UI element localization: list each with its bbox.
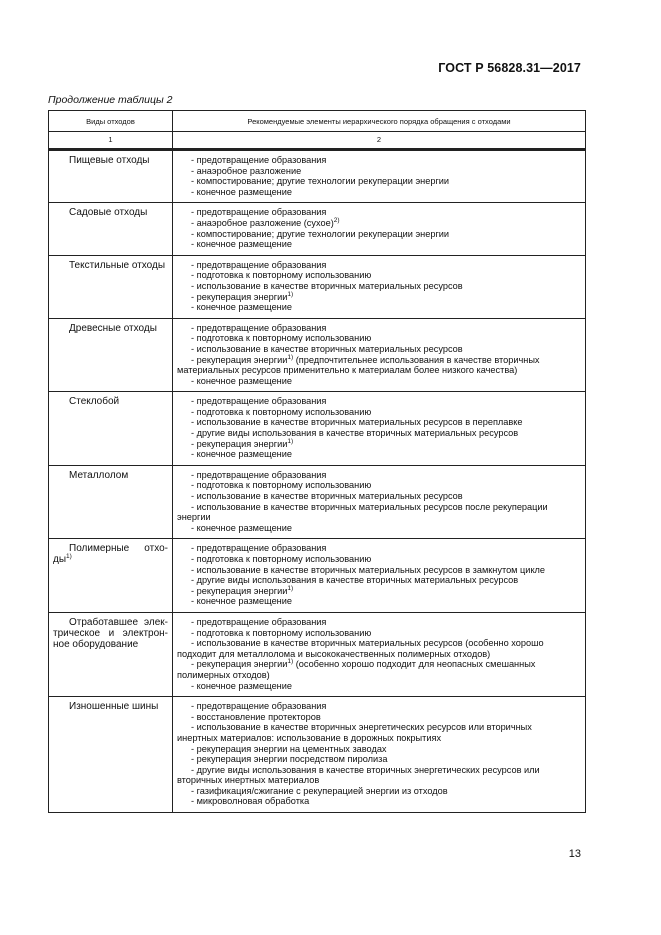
table-row <box>49 151 586 203</box>
list-item: - предотвращение образования <box>191 207 327 218</box>
waste-type-cell: Металлолом <box>49 465 173 539</box>
list-item: - использование в качестве вторичных материальных ресурсов (особенно хорошо <box>191 638 544 649</box>
document-code: ГОСТ Р 56828.31—2017 <box>438 61 581 75</box>
list-item: - подготовка к повторному использованию <box>191 270 372 281</box>
list-item: - рекуперация энергии на цементных заводах <box>191 743 387 754</box>
list-item: - предотвращение образования <box>191 259 327 270</box>
list-item <box>177 218 581 229</box>
recommendations-cell <box>173 697 586 813</box>
list-item: - микроволновая обработка <box>191 796 310 807</box>
list-item: - другие виды использования в качестве вторичных материальных ресурсов <box>191 428 519 439</box>
table-row <box>49 465 586 539</box>
list-item-text: - анаэробное разложение (сухое) <box>191 217 334 228</box>
list-item: - конечное размещение <box>191 186 292 197</box>
list-item: - компостирование; другие технологии рекуперации энергии <box>191 228 450 239</box>
footnote-ref: 2) <box>333 216 340 224</box>
list-item <box>177 439 581 450</box>
list-item-text: - рекуперация энергии <box>191 291 288 302</box>
list-item: - подготовка к повторному использованию <box>191 406 372 417</box>
waste-type-cell: Текстильные отходы <box>49 255 173 318</box>
list-item: - использование в качестве вторичных энергетических ресурсов или вторичных <box>191 722 532 733</box>
list-item: - конечное размещение <box>191 239 292 250</box>
list-item <box>177 659 581 670</box>
recommendations-cell <box>173 255 586 318</box>
column-number-1: 1 <box>49 132 173 150</box>
list-item: - использование в качестве вторичных материальных ресурсов в переплавке <box>191 417 523 428</box>
list-item-continuation: энергии <box>177 512 211 523</box>
list-item-continuation: вторичных инертных материалов <box>177 775 320 786</box>
waste-type-cell: Стеклобой <box>49 392 173 466</box>
footnote-ref: 1) <box>287 658 294 666</box>
recommendations-cell <box>173 318 586 392</box>
list-item: - конечное размещение <box>191 680 292 691</box>
column-header-recommendations: Рекомендуемые элементы иерархического порядка обращения с отходами <box>173 111 586 132</box>
footnote-ref: 1) <box>66 553 72 561</box>
list-item: - конечное размещение <box>191 522 292 533</box>
table-row <box>49 392 586 466</box>
table-caption: Продолжение таблицы 2 <box>48 94 173 106</box>
list-item <box>177 355 581 366</box>
footnote-ref: 1) <box>287 353 294 361</box>
list-item-text: - рекуперация энергии <box>191 585 288 596</box>
waste-type-cell: Садовые отходы <box>49 203 173 255</box>
recommendations-cell <box>173 465 586 539</box>
list-item: - предотвращение образования <box>191 616 327 627</box>
list-item-continuation: материальных ресурсов применительно к материалам более низкого качества) <box>177 365 518 376</box>
list-item: - конечное размещение <box>191 596 292 607</box>
page-number: 13 <box>568 848 581 860</box>
waste-table <box>48 110 586 813</box>
list-item: - предотвращение образования <box>191 155 327 165</box>
table-row <box>49 318 586 392</box>
list-item: - использование в качестве вторичных материальных ресурсов <box>191 343 463 354</box>
table-row <box>49 203 586 255</box>
waste-type-text: ды <box>53 554 67 566</box>
waste-type-cell: Пищевые отходы <box>49 151 173 203</box>
list-item-text: - рекуперация энергии <box>191 438 288 449</box>
list-item-continuation: подходит для металлолома и высококачественных полимерных отходов) <box>177 648 491 659</box>
list-item: - подготовка к повторному использованию <box>191 333 372 344</box>
list-item: - конечное размещение <box>191 302 292 313</box>
waste-type-line <box>53 554 168 565</box>
waste-type-line: Отработавшее элек- <box>69 616 168 628</box>
waste-type-cell <box>49 612 173 696</box>
waste-type-cell <box>49 539 173 613</box>
list-item: - использование в качестве вторичных материальных ресурсов в замкнутом цикле <box>191 564 546 575</box>
list-item: - использование в качестве вторичных материальных ресурсов <box>191 280 463 291</box>
table-row <box>49 539 586 613</box>
list-item: - конечное размещение <box>191 375 292 386</box>
table-header-row <box>49 111 586 132</box>
column-header-waste-types: Виды отходов <box>49 111 173 132</box>
list-item-text: - рекуперация энергии <box>191 659 288 670</box>
list-item: - подготовка к повторному использованию <box>191 554 372 564</box>
list-item-continuation: инертных материалов: использование в дорожных покрытиях <box>177 732 442 743</box>
list-item: - газификация/сжигание с рекуперацией энергии из отходов <box>191 785 448 796</box>
list-item: - подготовка к повторному использованию <box>191 627 372 638</box>
waste-type-cell: Древесные отходы <box>49 318 173 392</box>
list-item: - предотвращение образования <box>191 543 327 554</box>
table-row <box>49 612 586 696</box>
footnote-ref: 1) <box>287 437 294 445</box>
waste-type-line: трическое и электрон- <box>53 627 168 639</box>
list-item-text: - рекуперация энергии <box>191 354 288 365</box>
list-item: - другие виды использования в качестве вторичных энергетических ресурсов или <box>191 764 540 775</box>
list-item: - компостирование; другие технологии рекуперации энергии <box>191 176 450 187</box>
waste-type-cell: Изношенные шины <box>49 697 173 813</box>
list-item <box>177 586 581 597</box>
table-row <box>49 255 586 318</box>
table-row <box>49 697 586 813</box>
list-item: - рекуперация энергии посредством пиролиза <box>191 754 388 765</box>
list-item: - использование в качестве вторичных материальных ресурсов <box>191 491 463 502</box>
list-item: - подготовка к повторному использованию <box>191 480 372 491</box>
list-item: - предотвращение образования <box>191 701 327 712</box>
recommendations-cell <box>173 392 586 466</box>
list-item: - предотвращение образования <box>191 322 327 333</box>
recommendations-cell <box>173 203 586 255</box>
waste-type-line: ное оборудование <box>53 638 139 650</box>
list-item <box>177 292 581 303</box>
list-item-continuation: полимерных отходов) <box>177 669 270 680</box>
footnote-ref: 1) <box>287 290 294 298</box>
list-item: - предотвращение образования <box>191 396 327 407</box>
footnote-ref: 1) <box>287 584 294 592</box>
recommendations-cell <box>173 151 586 203</box>
list-item-text: (особенно хорошо подходит для неопасных смешанных <box>293 659 536 670</box>
list-item-text: (предпочтительнее использования в качестве вторичных <box>293 354 540 365</box>
list-item: - использование в качестве вторичных материальных ресурсов после рекуперации <box>191 501 548 512</box>
recommendations-cell <box>173 612 586 696</box>
list-item: - конечное размещение <box>191 449 292 460</box>
list-item: - предотвращение образования <box>191 469 327 480</box>
list-item: - другие виды использования в качестве вторичных материальных ресурсов <box>191 575 519 586</box>
table-column-numbers-row <box>49 132 586 150</box>
recommendations-cell <box>173 539 586 613</box>
waste-type-line: Полимерные отхо- <box>69 543 168 555</box>
list-item: - восстановление протекторов <box>191 711 321 722</box>
list-item: - анаэробное разложение <box>191 165 302 176</box>
column-number-2: 2 <box>173 132 586 150</box>
